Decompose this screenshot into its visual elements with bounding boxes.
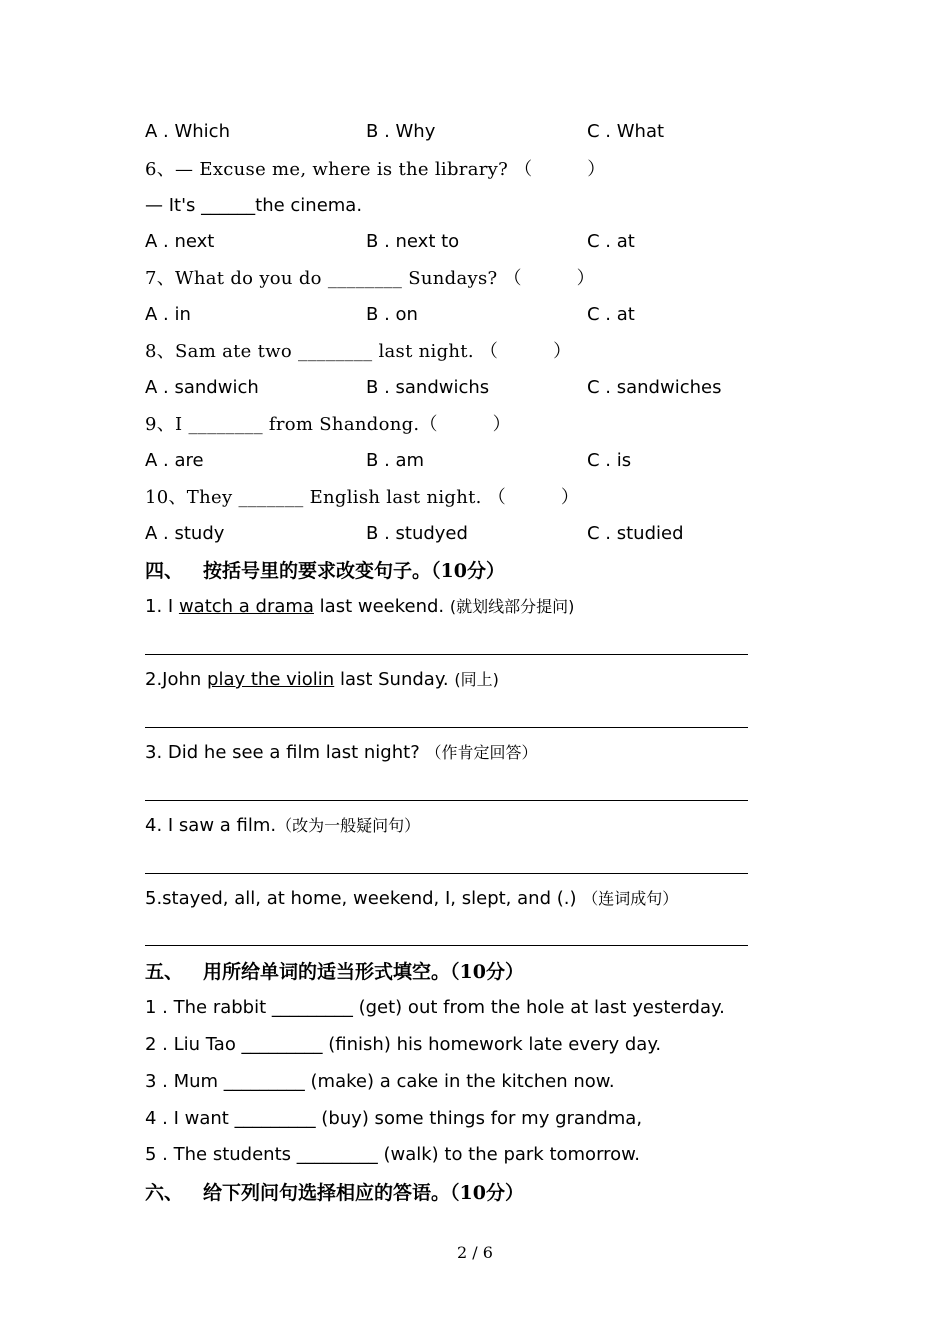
rewrite-item-1: 1. I watch a drama last weekend. (就划线部分提问) [145,596,575,617]
section-number: 六、 [145,1182,184,1204]
option-a: A . sandwich [145,377,259,398]
fill-item-4: 4 . I want _________ (buy) some things for my grandma, [145,1108,643,1129]
section-number: 五、 [145,961,184,983]
question-6: 6、— Excuse me, where is the library? （ ） [145,159,606,180]
fill-item-3: 3 . Mum _________ (make) a cake in the kitchen now. [145,1071,615,1092]
instruction-note: （改为一般疑问句） [276,816,421,835]
rewrite-item-4: 4. I saw a film.（改为一般疑问句） [145,815,421,836]
option-b: B . studyed [366,523,468,544]
question-7: 7、What do you do ________ Sundays? （ ） [145,268,595,289]
rewrite-item-5: 5.stayed, all, at home, weekend, I, slept, and (.) （连词成句） [145,888,679,909]
answer-line [145,727,748,728]
answer-line [145,654,748,655]
option-b: B . am [366,450,425,471]
section-title: 按括号里的要求改变句子。（10分） [203,560,505,582]
fill-item-5: 5 . The students _________ (walk) to the park tomorrow. [145,1144,640,1165]
page-number: 2 / 6 [457,1243,493,1262]
section-title: 给下列问句选择相应的答语。（10分） [203,1182,524,1204]
fill-item-2: 2 . Liu Tao _________ (finish) his homework late every day. [145,1034,662,1055]
section-title: 用所给单词的适当形式填空。（10分） [203,961,524,983]
answer-line [145,800,748,801]
option-c: C . sandwiches [587,377,722,398]
instruction-note: (同上) [454,670,499,689]
option-a: A . next [145,231,215,252]
option-c: C . at [587,231,635,252]
underlined-phrase: watch a drama [178,596,314,617]
instruction-note: （连词成句） [582,889,679,908]
section-4-heading [145,559,505,583]
instruction-note: （作肯定回答） [425,743,538,762]
rewrite-item-3: 3. Did he see a film last night? （作肯定回答） [145,742,538,763]
question-9: 9、I ________ from Shandong.（ ） [145,414,511,435]
fill-item-1: 1 . The rabbit _________ (get) out from the hole at last yesterday. [145,997,725,1018]
instruction-note: (就划线部分提问) [449,597,575,616]
option-c: C . studied [587,523,684,544]
answer-line [145,873,748,874]
rewrite-item-2: 2.John play the violin last Sunday. (同上) [145,669,499,690]
section-5-heading [145,960,524,984]
section-number: 四、 [145,560,184,582]
section-6-heading [145,1181,524,1205]
option-b: B . sandwichs [366,377,490,398]
question-6-answer-line: — It's ______the cinema. [145,195,363,216]
option-b: B . Why [366,121,436,142]
option-a: A . are [145,450,204,471]
option-a: A . Which [145,121,230,142]
underlined-phrase: play the violin [207,669,335,690]
question-10: 10、They _______ English last night. （ ） [145,487,580,508]
option-a: A . in [145,304,191,325]
question-8: 8、Sam ate two ________ last night. （ ） [145,341,572,362]
option-a: A . study [145,523,225,544]
option-b: B . next to [366,231,460,252]
answer-line [145,945,748,946]
option-c: C . at [587,304,635,325]
option-b: B . on [366,304,418,325]
option-c: C . What [587,121,665,142]
option-c: C . is [587,450,632,471]
